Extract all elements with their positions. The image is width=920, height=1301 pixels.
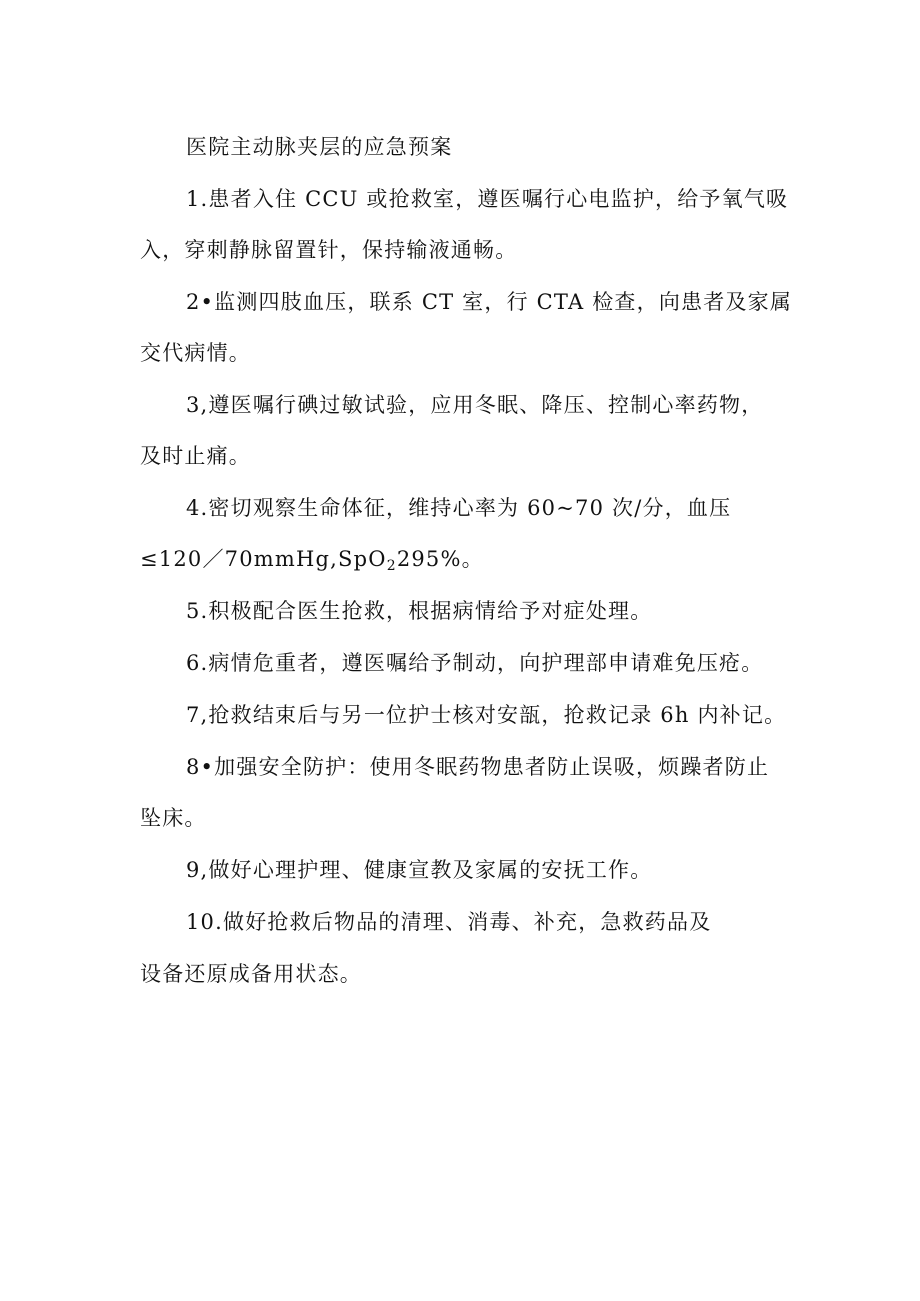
item-6-line-1: 6.病情危重者，遵医嘱给予制动，向护理部申请难免压疮。: [186, 651, 764, 675]
list-item: [140, 493, 790, 575]
item-7-line-1: 7,抢救结束后与另一位护士核对安瓿，抢救记录 6h 内补记。: [186, 703, 787, 727]
item-4-subscript: 2: [386, 558, 397, 574]
item-8-line-2: 坠床。: [140, 806, 207, 830]
list-item: [140, 752, 790, 834]
item-10-line-1: 10.做好抢救后物品的清理、消毒、补充，急救药品及: [186, 910, 712, 934]
item-1-line-2: 入，穿刺静脉留置针，保持输液通畅。: [140, 238, 518, 262]
list-item: [140, 184, 790, 266]
item-9-line-1: 9,做好心理护理、健康宣教及家属的安抚工作。: [186, 858, 653, 882]
item-10-line-2: 设备还原成备用状态。: [140, 962, 362, 986]
list-item: [140, 390, 790, 472]
list-item: [140, 700, 790, 731]
item-4-line-2-prefix: ≤120／70mmHg,SpO: [140, 547, 387, 571]
item-5-line-1: 5.积极配合医生抢救，根据病情给予对症处理。: [186, 599, 653, 623]
list-item: [140, 907, 790, 990]
item-4-line-2-suffix: 295%。: [396, 547, 484, 571]
item-4-line-2: [140, 544, 790, 575]
item-3-line-2: 及时止痛。: [140, 444, 251, 468]
document-title: 医院主动脉夹层的应急预案: [186, 135, 453, 159]
list-item: [140, 855, 790, 886]
list-item: [140, 648, 790, 679]
item-1-line-1: 1.患者入住 CCU 或抢救室，遵医嘱行心电监护，给予氧气吸: [186, 187, 789, 211]
item-8-line-1: 8•加强安全防护：使用冬眠药物患者防止误吸，烦躁者防止: [186, 755, 770, 779]
list-item: [140, 596, 790, 627]
item-4-line-1: 4.密切观察生命体征，维持心率为 60~70 次/分，血压: [186, 496, 732, 520]
item-2-line-1: 2•监测四肢血压，联系 CT 室，行 CTA 检查，向患者及家属: [186, 290, 793, 314]
list-item: [140, 287, 793, 369]
document-body: [140, 132, 793, 990]
item-2-line-2: 交代病情。: [140, 341, 251, 365]
item-3-line-1: 3,遵医嘱行碘过敏试验，应用冬眠、降压、控制心率药物，: [186, 393, 764, 417]
